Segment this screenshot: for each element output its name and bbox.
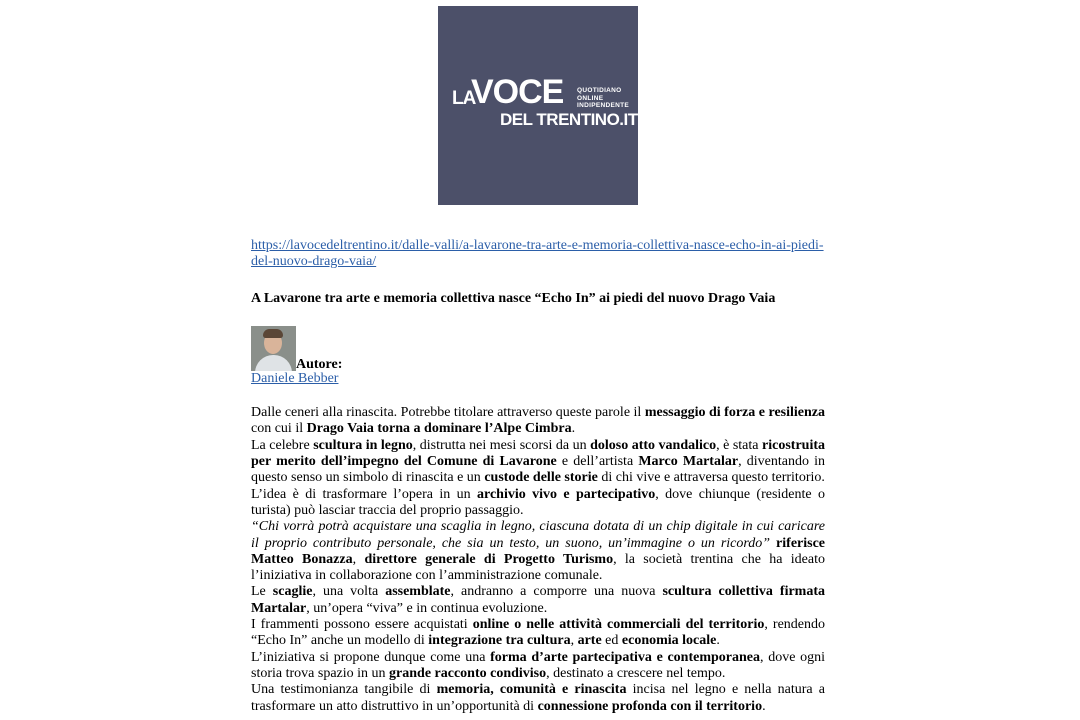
- author-label: Autore:: [296, 356, 343, 372]
- publication-logo: [438, 6, 638, 205]
- paragraph: Le scaglie, una volta assemblate, andranno a comporre una nuova scultura collettiva firmata Martalar, un’opera “viva” e in continua evoluzione.: [251, 584, 826, 616]
- logo-subtitle: DEL TRENTINO.IT: [500, 110, 638, 129]
- author-name-link[interactable]: Daniele Bebber: [251, 370, 339, 386]
- article-headline: A Lavarone tra arte e memoria collettiva nasce “Echo In” ai piedi del nuovo Drago Vaia: [251, 290, 776, 306]
- logo-tagline-line: INDIPENDENTE: [577, 102, 629, 109]
- logo-wordmark: [452, 73, 638, 134]
- paragraph: Dalle ceneri alla rinascita. Potrebbe titolare attraverso queste parole il messaggio di forza e resilienza con cui il Drago Vaia torna a dominare l’Alpe Cimbra.: [251, 405, 825, 437]
- paragraph: I frammenti possono essere acquistati online o nelle attività commerciali del territorio, rendendo “Echo In” anche un modello di integrazione tra cultura, arte ed economia locale.: [251, 617, 826, 649]
- author-block: [251, 326, 825, 371]
- author-avatar: [251, 326, 296, 371]
- logo-voce: VOCE: [471, 73, 564, 111]
- article-url-link[interactable]: https://lavocedeltrentino.it/dalle-valli/a-lavarone-tra-arte-e-memoria-collettiva-nasce-echo-in-ai-piedi-del-nuovo-drago-vaia/: [251, 238, 824, 270]
- paragraph-quote: “Chi vorrà potrà acquistare una scaglia in legno, ciascuna dotata di un chip digitale in cui caricare il proprio contributo personale, che sia un testo, un suono, un’immagine o un ricordo” riferisce Matteo Bonazza, direttore generale di Progetto Turismo, la società trentina che ha ideato l’iniziativa in collaborazione con l’amministrazione comunale.: [251, 519, 826, 584]
- article-body: [251, 405, 825, 715]
- paragraph: L’iniziativa si propone dunque come una forma d’arte partecipativa e contemporanea, dove ogni storia trova spazio in un grande racconto condiviso, destinato a crescere nel tempo.: [251, 649, 825, 681]
- logo-la: LA: [452, 88, 476, 109]
- logo-tagline: [577, 87, 629, 110]
- article: [251, 238, 825, 715]
- paragraph: L’idea è di trasformare l’opera in un archivio vivo e partecipativo, dove chiunque (residente o turista) può lasciar traccia del proprio passaggio.: [251, 486, 825, 518]
- logo-tagline-line: QUOTIDIANO: [577, 87, 622, 94]
- logo-tagline-line: ONLINE: [577, 94, 604, 102]
- paragraph: La celebre scultura in legno, distrutta nei mesi scorsi da un doloso atto vandalico, è stata ricostruita per merito dell’impegno del Comune di Lavarone e dell’artista Marco Martalar, diventando in questo senso un simbolo di rinascita e un custode delle storie di chi vive e attraversa questo territorio.: [251, 437, 825, 486]
- paragraph: Una testimonianza tangibile di memoria, comunità e rinascita incisa nel legno e nella natura a trasformare un atto distruttivo in un’opportunità di connessione profonda con il territorio.: [251, 682, 826, 714]
